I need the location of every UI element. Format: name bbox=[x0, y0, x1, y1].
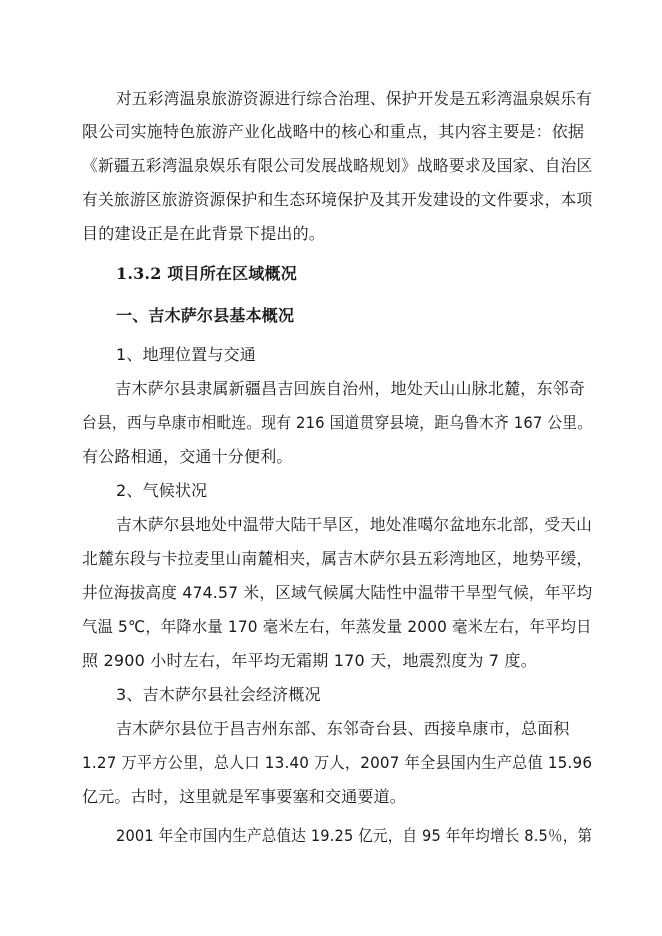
item3-line-1: 吉木萨尔县位于昌吉州东部、东邻奇台县、西接阜康市，总面积 bbox=[116, 719, 570, 738]
item2-line-4: 气温 5℃，年降水量 170 毫米左右，年蒸发量 2000 毫米左右，年平均日 bbox=[82, 617, 592, 636]
item2-line-2: 北麓东段与卡拉麦里山南麓相夹，属吉木萨尔县五彩湾地区，地势平缓， bbox=[82, 549, 593, 568]
item2-line-5: 照 2900 小时左右，年平均无霜期 170 天，地震烈度为 7 度。 bbox=[82, 651, 537, 670]
intro-line-3: 《新疆五彩湾温泉娱乐有限公司发展战略规划》战略要求及国家、自治区 bbox=[82, 156, 593, 175]
intro-line-4: 有关旅游区旅游资源保护和生态环境保护及其开发建设的文件要求，本项 bbox=[82, 190, 593, 209]
intro-line-5: 目的建设正是在此背景下提出的。 bbox=[82, 224, 326, 243]
item1-title: 1、地理位置与交通 bbox=[116, 345, 256, 364]
item3-line-3: 亿元。古时，这里就是军事要塞和交通要道。 bbox=[82, 787, 407, 806]
section-heading: 1.3.2 项目所在区域概况 bbox=[116, 264, 297, 283]
item2-title: 2、气候状况 bbox=[116, 481, 208, 500]
intro-line-1: 对五彩湾温泉旅游资源进行综合治理、保护开发是五彩湾温泉娱乐有 bbox=[116, 89, 593, 108]
item1-line-2: 台县，西与阜康市相毗连。现有 216 国道贯穿县境，距乌鲁木齐 167 公里。 bbox=[82, 413, 593, 432]
item3-title: 3、吉木萨尔县社会经济概况 bbox=[116, 685, 321, 704]
item3-line-2: 1.27 万平方公里，总人口 13.40 万人，2007 年全县国内生产总值 15.96 bbox=[82, 753, 593, 772]
item1-line-3: 有公路相通，交通十分便利。 bbox=[82, 447, 293, 466]
item1-line-1: 吉木萨尔县隶属新疆昌吉回族自治州，地处天山山脉北麓，东邻奇 bbox=[110, 379, 586, 398]
item2-line-3: 井位海拔高度 474.57 米，区域气候属大陆性中温带干旱型气候，年平均 bbox=[82, 583, 593, 602]
item2-line-1: 吉木萨尔县地处中温带大陆干旱区，地处准噶尔盆地东北部，受天山 bbox=[116, 515, 593, 534]
subsection-heading: 一、吉木萨尔县基本概况 bbox=[116, 306, 295, 325]
intro-line-2: 限公司实施特色旅游产业化战略中的核心和重点，其内容主要是：依据 bbox=[82, 122, 585, 141]
final-line: 2001 年全市国内生产总值达 19.25 亿元，自 95 年年均增长 8.5％，第 bbox=[116, 826, 593, 845]
